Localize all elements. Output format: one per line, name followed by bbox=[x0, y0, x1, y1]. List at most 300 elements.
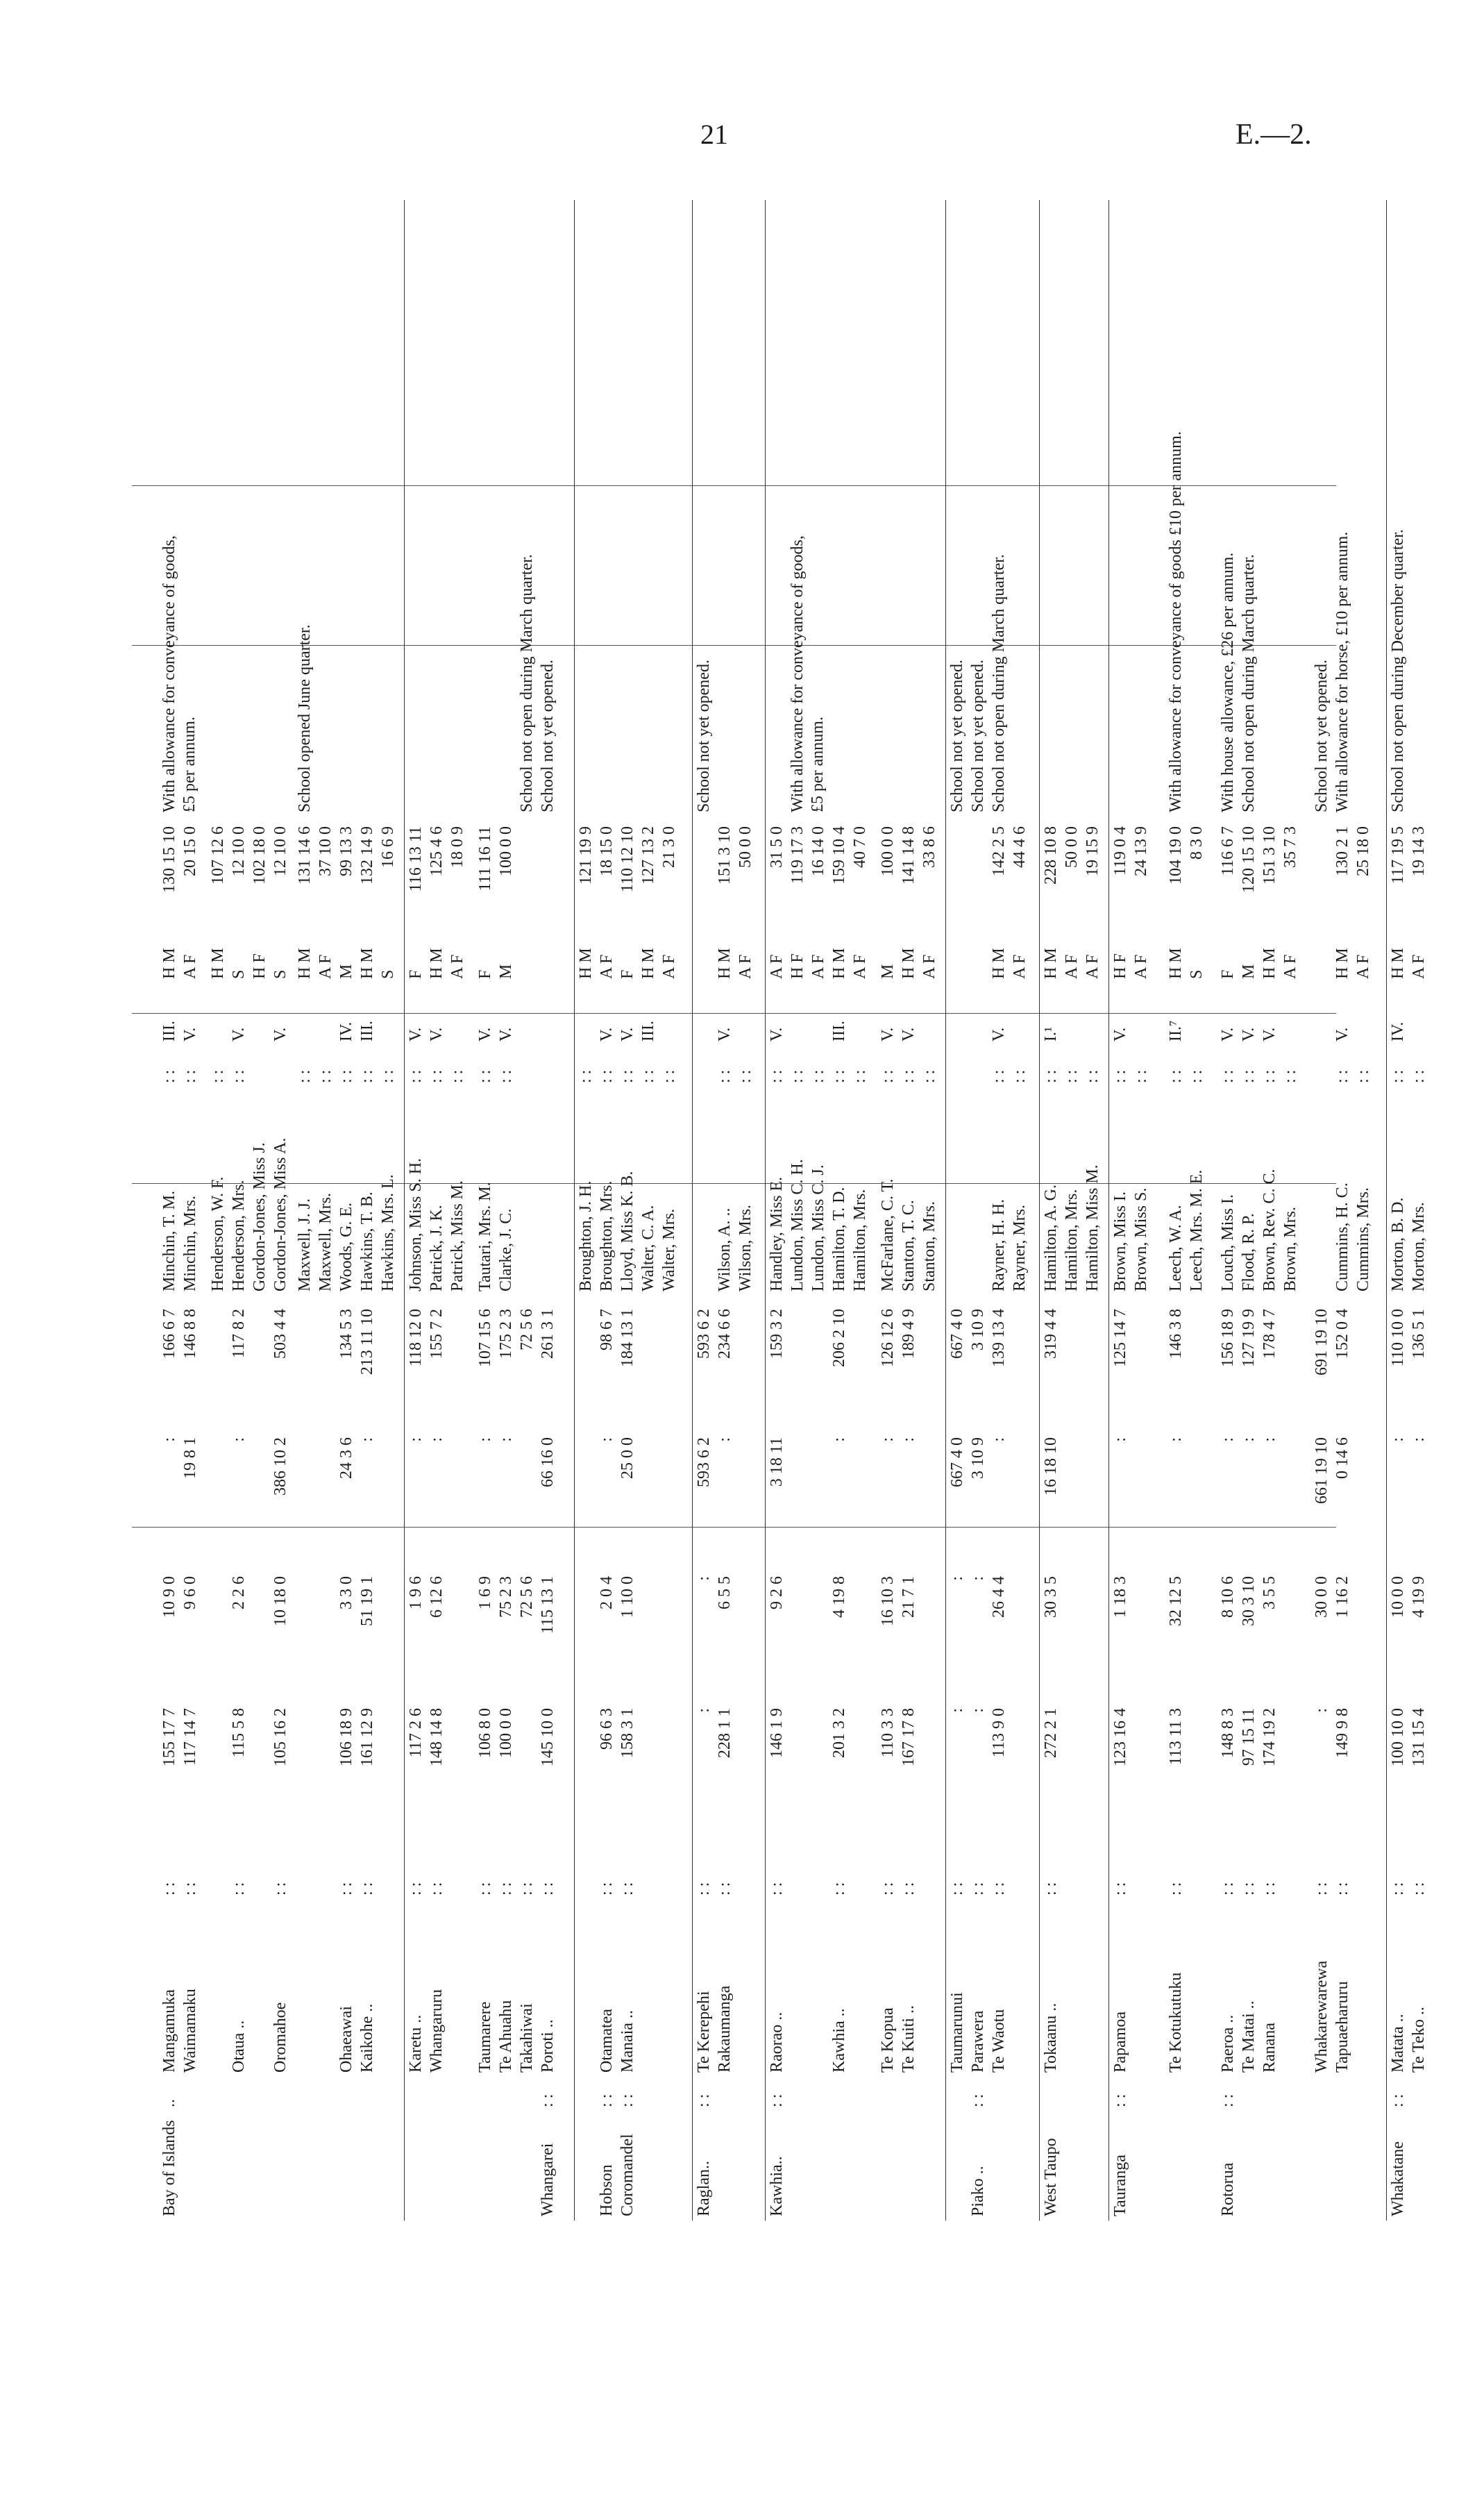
teacher-position: F bbox=[618, 969, 636, 979]
amount-1: 97 15 11 bbox=[1240, 1708, 1258, 1766]
teacher-position: F bbox=[476, 969, 494, 979]
salary-amount: 16 14 0 bbox=[809, 826, 827, 876]
school-class: V. bbox=[716, 1027, 734, 1042]
amount-total: 667 4 0 bbox=[948, 1309, 966, 1359]
salary-amount: 8 3 0 bbox=[1188, 826, 1206, 860]
teacher-name: Morton, B. D. bbox=[1389, 1197, 1407, 1291]
school-name: Kaikohe .. bbox=[358, 2003, 376, 2073]
amount-3: 16 18 10 bbox=[1042, 1437, 1060, 1496]
table-row bbox=[475, 194, 496, 2222]
school-dots: : : bbox=[518, 1882, 536, 1896]
teacher-dots: : : bbox=[879, 1069, 897, 1083]
school-class: V. bbox=[1240, 1027, 1258, 1042]
group-separator bbox=[945, 200, 946, 2220]
teacher-position: A F bbox=[920, 954, 938, 979]
amount-2: 30 0 0 bbox=[1313, 1576, 1331, 1618]
table-row bbox=[878, 194, 898, 2222]
salary-amount: 18 15 0 bbox=[598, 826, 616, 876]
amount-2: 75 2 3 bbox=[497, 1576, 515, 1618]
school-class: III. bbox=[830, 1021, 848, 1042]
group-separator bbox=[404, 200, 405, 2220]
amount-1: 106 18 9 bbox=[337, 1708, 355, 1766]
table-row bbox=[357, 194, 378, 2222]
teacher-position: M bbox=[337, 964, 355, 979]
salary-amount: 117 19 5 bbox=[1389, 826, 1407, 885]
teacher-position: A F bbox=[660, 954, 678, 979]
teacher-name: Hamilton, A. G. bbox=[1042, 1185, 1060, 1291]
teacher-position: A F bbox=[1011, 954, 1029, 979]
salary-amount: 16 6 9 bbox=[379, 826, 397, 868]
teacher-name: Hamilton, Miss M. bbox=[1084, 1164, 1102, 1291]
amount-1: : bbox=[969, 1708, 987, 1713]
school-class: V. bbox=[1333, 1027, 1351, 1042]
school-class: IV. bbox=[1389, 1021, 1407, 1042]
amount-1: 146 1 9 bbox=[768, 1708, 786, 1758]
amount-1: 110 3 3 bbox=[879, 1708, 897, 1758]
table-row bbox=[1333, 194, 1353, 2222]
school-class: III. bbox=[639, 1021, 657, 1042]
table-row bbox=[1239, 194, 1259, 2222]
teacher-position: H M bbox=[428, 948, 446, 979]
salary-amount: 130 2 1 bbox=[1333, 826, 1351, 876]
salary-amount: 20 15 0 bbox=[181, 826, 199, 876]
amount-1: 123 16 4 bbox=[1111, 1708, 1129, 1766]
amount-2: 30 3 10 bbox=[1240, 1576, 1258, 1626]
amount-1: : bbox=[1313, 1708, 1331, 1713]
amount-2: 26 4 4 bbox=[990, 1576, 1008, 1618]
teacher-position: H M bbox=[209, 948, 227, 979]
teacher-dots: : : bbox=[1084, 1069, 1102, 1083]
salary-amount: 50 0 0 bbox=[736, 826, 754, 868]
school-dots: : : bbox=[181, 1882, 199, 1896]
group-separator bbox=[574, 200, 575, 2220]
amount-2: 4 19 9 bbox=[1410, 1576, 1428, 1618]
school-dots: : : bbox=[900, 1882, 918, 1896]
teacher-name: Brown, Miss I. bbox=[1111, 1191, 1129, 1291]
school-dots: : : bbox=[1313, 1882, 1331, 1896]
district: Kawhia.. bbox=[768, 2156, 786, 2216]
amount-total: 72 5 6 bbox=[518, 1309, 536, 1350]
amount-2: 30 3 5 bbox=[1042, 1576, 1060, 1618]
amount-2: 21 7 1 bbox=[900, 1576, 918, 1618]
teacher-position: H F bbox=[251, 953, 269, 979]
teacher-name: Henderson, Mrs. bbox=[230, 1180, 248, 1291]
teacher-name: Broughton, J. H. bbox=[577, 1180, 595, 1291]
teacher-dots: : : bbox=[1389, 1069, 1407, 1083]
salary-amount: 142 2 5 bbox=[990, 826, 1008, 876]
amount-total: 107 15 6 bbox=[476, 1309, 494, 1367]
teacher-dots: : : bbox=[1333, 1069, 1351, 1083]
school-class: V. bbox=[990, 1027, 1008, 1042]
amount-3: : bbox=[428, 1437, 446, 1442]
amount-total: 127 19 9 bbox=[1240, 1309, 1258, 1367]
remark-text: School not yet opened. bbox=[1313, 660, 1331, 812]
amount-2: 2 0 4 bbox=[598, 1576, 616, 1609]
amount-2: 51 19 1 bbox=[358, 1576, 376, 1626]
table-row bbox=[1281, 194, 1301, 2222]
table-row bbox=[295, 194, 315, 2222]
school-name: Otamatea bbox=[598, 2009, 616, 2073]
teacher-name: Morton, Mrs. bbox=[1410, 1202, 1428, 1291]
amount-total: 155 7 2 bbox=[428, 1309, 446, 1359]
teacher-name: Patrick, Miss M. bbox=[448, 1180, 466, 1291]
amount-2: 2 2 6 bbox=[230, 1576, 248, 1609]
school-name: Whangaruru bbox=[428, 1989, 446, 2073]
teacher-position: M bbox=[879, 964, 897, 979]
table-row bbox=[947, 194, 968, 2222]
amount-2: 32 12 5 bbox=[1167, 1576, 1185, 1626]
school-name: Te Teko .. bbox=[1410, 2007, 1428, 2073]
teacher-name: Broughton, Mrs. bbox=[598, 1180, 616, 1291]
district: West Taupo bbox=[1042, 2138, 1060, 2216]
teacher-name: Wilson, A. .. bbox=[716, 1207, 734, 1291]
teacher-dots: : : bbox=[598, 1069, 616, 1083]
school-dots: : : bbox=[1240, 1882, 1258, 1896]
amount-1: 272 2 1 bbox=[1042, 1708, 1060, 1758]
remark-text: School not yet opened. bbox=[948, 660, 966, 812]
teacher-name: Leech, Mrs. M. E. bbox=[1188, 1169, 1206, 1291]
salary-amount: 125 4 6 bbox=[428, 826, 446, 876]
page-number: 21 bbox=[700, 119, 728, 150]
salary-amount: 121 19 9 bbox=[577, 826, 595, 885]
amount-total: 159 3 2 bbox=[768, 1309, 786, 1359]
teacher-position: M bbox=[1240, 964, 1258, 979]
amount-2: 1 18 3 bbox=[1111, 1576, 1129, 1618]
teacher-dots: : : bbox=[577, 1069, 595, 1083]
salary-amount: 40 7 0 bbox=[851, 826, 869, 868]
teacher-position: A F bbox=[317, 954, 335, 979]
remark-text: With house allowance, £26 per annum. bbox=[1219, 552, 1237, 812]
teacher-name: Henderson, W. F. bbox=[209, 1176, 227, 1291]
amount-total: 152 0 4 bbox=[1333, 1309, 1351, 1359]
school-name: Ranana bbox=[1260, 2023, 1279, 2073]
district-dots: : : bbox=[768, 2093, 786, 2107]
teacher-name: Hawkins, T. B. bbox=[358, 1191, 376, 1291]
teacher-position: A F bbox=[598, 954, 616, 979]
amount-3: : bbox=[1389, 1437, 1407, 1442]
amount-total: 126 12 6 bbox=[879, 1309, 897, 1367]
amount-1: 115 5 8 bbox=[230, 1708, 248, 1758]
amount-total: 691 19 10 bbox=[1313, 1309, 1331, 1375]
teacher-position: H M bbox=[358, 948, 376, 979]
amount-total: 593 6 2 bbox=[695, 1309, 713, 1359]
teacher-dots: : : bbox=[618, 1069, 636, 1083]
teacher-dots: : : bbox=[1111, 1069, 1129, 1083]
salary-amount: 100 0 0 bbox=[879, 826, 897, 876]
amount-1: 131 15 4 bbox=[1410, 1708, 1428, 1766]
teacher-name: Lundon, Miss C. J. bbox=[809, 1164, 827, 1291]
school-name: Karetu .. bbox=[407, 2014, 425, 2073]
remark-text: School not open during March quarter. bbox=[990, 554, 1008, 812]
school-dots: : : bbox=[768, 1882, 786, 1896]
amount-3: : bbox=[900, 1437, 918, 1442]
teacher-dots: : : bbox=[1410, 1069, 1428, 1083]
school-dots: : : bbox=[1333, 1882, 1351, 1896]
school-name: Paeroa .. bbox=[1219, 2014, 1237, 2073]
salary-amount: 116 6 7 bbox=[1219, 826, 1237, 876]
district-dots: : : bbox=[1389, 2093, 1407, 2107]
district-dots: : : bbox=[695, 2093, 713, 2107]
teacher-position: H M bbox=[716, 948, 734, 979]
remark-text: £5 per annum. bbox=[180, 717, 199, 812]
teacher-dots: : : bbox=[1011, 1069, 1029, 1083]
teacher-position: H M bbox=[1333, 948, 1351, 979]
school-name: Matata .. bbox=[1389, 2014, 1407, 2073]
salary-amount: 33 8 6 bbox=[920, 826, 938, 868]
remark-text: £5 per annum. bbox=[809, 717, 827, 812]
teacher-position: H F bbox=[1111, 953, 1129, 979]
table-row bbox=[809, 194, 829, 2222]
table-row bbox=[448, 194, 468, 2222]
district-dots: : : bbox=[969, 2093, 987, 2107]
district: Bay of Islands bbox=[160, 2120, 178, 2216]
amount-2: 3 5 5 bbox=[1260, 1576, 1279, 1609]
school-name: Rakaumanga bbox=[716, 1985, 734, 2073]
amount-total: 175 2 3 bbox=[497, 1309, 515, 1359]
school-name: Taumarere bbox=[476, 2001, 494, 2073]
amount-1: 201 3 2 bbox=[830, 1708, 848, 1758]
amount-2: 8 10 6 bbox=[1219, 1576, 1237, 1618]
teacher-position: H M bbox=[1260, 948, 1279, 979]
teacher-position: A F bbox=[1132, 954, 1150, 979]
amount-1: : bbox=[948, 1708, 966, 1713]
teacher-dots: : : bbox=[1240, 1069, 1258, 1083]
salary-amount: 12 10 0 bbox=[271, 826, 289, 876]
district: Tauranga bbox=[1111, 2155, 1129, 2216]
school-class: IV. bbox=[337, 1021, 355, 1042]
amount-2: 4 19 8 bbox=[830, 1576, 848, 1618]
teacher-dots: : : bbox=[920, 1069, 938, 1083]
teacher-position: M bbox=[497, 964, 515, 979]
amount-2: 10 0 0 bbox=[1389, 1576, 1407, 1618]
teacher-position: A F bbox=[448, 954, 466, 979]
district: Hobson bbox=[598, 2164, 616, 2216]
table-row bbox=[899, 194, 919, 2222]
school-class: V. bbox=[768, 1027, 786, 1042]
amount-total: 110 10 0 bbox=[1389, 1309, 1407, 1367]
salary-amount: 100 0 0 bbox=[497, 826, 515, 876]
school-name: Otaua .. bbox=[230, 2020, 248, 2073]
teacher-position: H M bbox=[1167, 948, 1185, 979]
teacher-dots: : : bbox=[317, 1069, 335, 1083]
teacher-position: F bbox=[407, 969, 425, 979]
teacher-name: Brown, Rev. C. C. bbox=[1260, 1169, 1279, 1291]
amount-1: 174 19 2 bbox=[1260, 1708, 1279, 1766]
teacher-position: A F bbox=[1410, 954, 1428, 979]
table-row bbox=[271, 194, 291, 2222]
teacher-dots: : : bbox=[1063, 1069, 1081, 1083]
school-class: V. bbox=[1260, 1027, 1279, 1042]
teacher-name: Johnson, Miss S. H. bbox=[407, 1157, 425, 1291]
amount-total: 213 11 10 bbox=[358, 1309, 376, 1375]
school-dots: : : bbox=[539, 1882, 557, 1896]
school-dots: : : bbox=[969, 1882, 987, 1896]
remark-text: School not yet opened. bbox=[539, 660, 557, 812]
salary-amount: 99 13 3 bbox=[337, 826, 355, 876]
teacher-position: A F bbox=[1084, 954, 1102, 979]
amount-1: 167 17 8 bbox=[900, 1708, 918, 1766]
amount-total: 136 5 1 bbox=[1410, 1309, 1428, 1359]
school-name: Te Waotu bbox=[990, 2009, 1008, 2073]
remark-text: With allowance for conveyance of goods, bbox=[160, 535, 178, 812]
amount-total: 146 8 8 bbox=[181, 1309, 199, 1359]
table-row bbox=[180, 194, 201, 2222]
school-dots: : : bbox=[476, 1882, 494, 1896]
teacher-name: Lloyd, Miss K. B. bbox=[618, 1171, 636, 1291]
amount-3: : bbox=[1219, 1437, 1237, 1442]
salary-amount: 18 0 9 bbox=[448, 826, 466, 868]
teacher-position: A F bbox=[851, 954, 869, 979]
amount-3: : bbox=[160, 1437, 178, 1442]
amount-2: 1 16 2 bbox=[1333, 1576, 1351, 1618]
teacher-dots: : : bbox=[716, 1069, 734, 1083]
teacher-name: Gordon-Jones, Miss A. bbox=[271, 1137, 289, 1291]
amount-3: : bbox=[830, 1437, 848, 1442]
amount-total: 98 6 7 bbox=[598, 1309, 616, 1350]
teacher-position: H M bbox=[900, 948, 918, 979]
teacher-position: A F bbox=[736, 954, 754, 979]
salary-amount: 116 13 11 bbox=[407, 826, 425, 892]
group-separator bbox=[692, 200, 693, 2220]
teacher-position: H M bbox=[1389, 948, 1407, 979]
teacher-name: Cummins, H. C. bbox=[1333, 1182, 1351, 1291]
amount-2: : bbox=[948, 1576, 966, 1581]
amount-3: 24 3 6 bbox=[337, 1437, 355, 1479]
school-class: V. bbox=[1111, 1027, 1129, 1042]
district: Raglan.. bbox=[695, 2161, 713, 2216]
school-dots: : : bbox=[1389, 1882, 1407, 1896]
school-dots: : : bbox=[879, 1882, 897, 1896]
school-class: V. bbox=[1219, 1027, 1237, 1042]
table-row bbox=[1187, 194, 1207, 2222]
amount-2: 6 5 5 bbox=[716, 1576, 734, 1609]
school-dots: : : bbox=[497, 1882, 515, 1896]
school-name: Te Matai .. bbox=[1240, 2000, 1258, 2073]
amount-3: 66 16 0 bbox=[539, 1437, 557, 1487]
teacher-name: Hawkins, Mrs. L. bbox=[379, 1174, 397, 1291]
teacher-name: Clarke, J. C. bbox=[497, 1208, 515, 1291]
amount-2: 72 5 6 bbox=[518, 1576, 536, 1618]
table-row bbox=[1354, 194, 1374, 2222]
amount-2: 10 18 0 bbox=[271, 1576, 289, 1626]
table-row bbox=[160, 194, 180, 2222]
amount-total: 117 8 2 bbox=[230, 1309, 248, 1359]
school-name: Oromahoe bbox=[271, 2002, 289, 2073]
table-row bbox=[1041, 194, 1061, 2222]
school-dots: : : bbox=[830, 1882, 848, 1896]
teacher-dots: : : bbox=[809, 1069, 827, 1083]
amount-3: : bbox=[990, 1437, 1008, 1442]
amount-3: : bbox=[716, 1437, 734, 1442]
salary-amount: 37 10 0 bbox=[317, 826, 335, 876]
school-dots: : : bbox=[598, 1882, 616, 1896]
remark-text: School not open during March quarter. bbox=[1240, 554, 1258, 812]
school-name: Poroti .. bbox=[539, 2019, 557, 2073]
salary-amount: 119 17 3 bbox=[789, 826, 807, 885]
table-row bbox=[850, 194, 870, 2222]
remark-text: School not yet opened. bbox=[695, 660, 713, 812]
teacher-dots: : : bbox=[639, 1069, 657, 1083]
teacher-position: S bbox=[1188, 969, 1206, 979]
salary-amount: 19 14 3 bbox=[1410, 826, 1428, 876]
district-dots: : : bbox=[618, 2093, 636, 2107]
school-name: Tapuaeharuru bbox=[1333, 1981, 1351, 2073]
amount-2: : bbox=[969, 1576, 987, 1581]
table-row bbox=[920, 194, 940, 2222]
salary-amount: 120 15 10 bbox=[1240, 826, 1258, 893]
table-row bbox=[639, 194, 659, 2222]
school-name: Takahiwai bbox=[518, 2003, 536, 2073]
school-dots: : : bbox=[716, 1882, 734, 1896]
teacher-position: H F bbox=[789, 953, 807, 979]
table-row bbox=[788, 194, 808, 2222]
school-name: Waimamaku bbox=[181, 1989, 199, 2073]
teacher-name: McFarlane, C. T. bbox=[879, 1178, 897, 1291]
table-row bbox=[1218, 194, 1238, 2222]
table-row bbox=[1260, 194, 1280, 2222]
amount-3: 667 4 0 bbox=[948, 1437, 966, 1487]
salary-amount: 228 10 8 bbox=[1042, 826, 1060, 885]
district: Piako .. bbox=[969, 2166, 987, 2216]
school-name: Taumarunui bbox=[948, 1992, 966, 2073]
school-dots: : : bbox=[407, 1882, 425, 1896]
school-dots: : : bbox=[1111, 1882, 1129, 1896]
school-dots: : : bbox=[1260, 1882, 1279, 1896]
school-name: Manaia .. bbox=[618, 2010, 636, 2073]
amount-1: 105 16 2 bbox=[271, 1708, 289, 1766]
table-row bbox=[538, 194, 558, 2222]
amount-3: : bbox=[358, 1437, 376, 1442]
school-class: V. bbox=[181, 1027, 199, 1042]
amount-1: 113 11 3 bbox=[1167, 1708, 1185, 1766]
school-dots: : : bbox=[1410, 1882, 1428, 1896]
teacher-dots: : : bbox=[358, 1069, 376, 1083]
salary-amount: 151 3 10 bbox=[1260, 826, 1279, 885]
amount-3: : bbox=[1260, 1437, 1279, 1442]
amount-1: 161 12 9 bbox=[358, 1708, 376, 1766]
school-class: II.⁷ bbox=[1167, 1020, 1185, 1042]
district: Whangarei bbox=[539, 2143, 557, 2216]
salary-amount: 131 14 6 bbox=[296, 826, 314, 885]
teacher-name: Hamilton, Mrs. bbox=[1063, 1189, 1081, 1291]
teacher-position: H M bbox=[990, 948, 1008, 979]
amount-1: 158 3 1 bbox=[618, 1708, 636, 1758]
amount-total: 503 4 4 bbox=[271, 1309, 289, 1359]
teacher-position: S bbox=[271, 969, 289, 979]
table-row bbox=[337, 194, 357, 2222]
teacher-position: H M bbox=[296, 948, 314, 979]
teacher-position: A F bbox=[768, 954, 786, 979]
school-class: V. bbox=[428, 1027, 446, 1042]
table-row bbox=[767, 194, 787, 2222]
teacher-name: Brown, Miss S. bbox=[1132, 1187, 1150, 1291]
teacher-dots: : : bbox=[1132, 1069, 1150, 1083]
salary-amount: 111 16 11 bbox=[476, 826, 494, 892]
district: Whakatane bbox=[1389, 2141, 1407, 2216]
teacher-dots: : : bbox=[736, 1069, 754, 1083]
table-row bbox=[1083, 194, 1103, 2222]
teacher-position: H M bbox=[830, 948, 848, 979]
table-row bbox=[496, 194, 516, 2222]
amount-3: : bbox=[1111, 1437, 1129, 1442]
school-class: V. bbox=[407, 1027, 425, 1042]
salary-amount: 104 19 0 bbox=[1167, 826, 1185, 885]
amount-1: 106 8 0 bbox=[476, 1708, 494, 1758]
table-row bbox=[1166, 194, 1186, 2222]
table-row bbox=[427, 194, 447, 2222]
table-row bbox=[736, 194, 756, 2222]
teacher-position: H M bbox=[577, 948, 595, 979]
